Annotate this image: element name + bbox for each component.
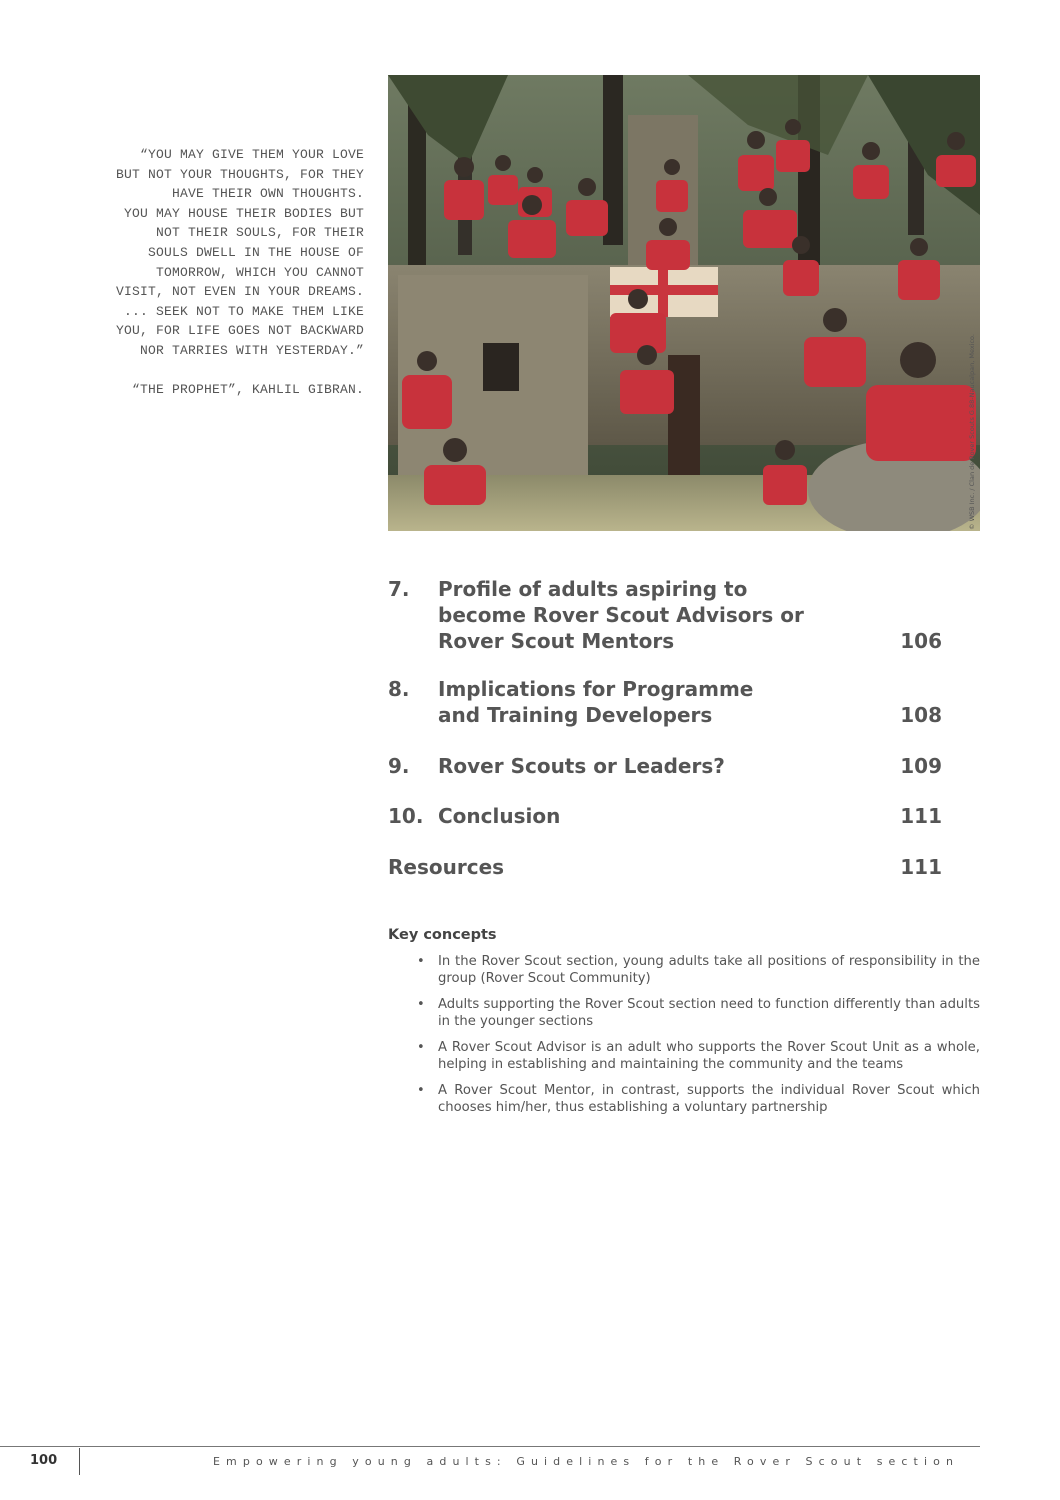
page-number: 100 [30,1453,58,1468]
quote-line: YOU, FOR LIFE GOES NOT BACKWARD [115,323,364,339]
quote-line: BUT NOT YOUR THOUGHTS, FOR THEY [115,166,364,182]
toc-entry-8[interactable] [388,676,948,728]
bullet-icon: • [417,1040,425,1055]
list-item [388,996,980,1030]
quote-line: TOMORROW, WHICH YOU CANNOT [155,264,364,280]
footer-separator [79,1448,80,1475]
rover-scouts-group-photo [388,75,980,531]
toc-title-line: Resources [388,855,505,879]
list-item [388,1082,980,1116]
list-item-text: In the Rover Scout section, young adults take all positions of responsibility in the group (Rover Scout Community) [438,954,980,986]
toc-entry-10[interactable] [388,803,948,829]
photo-credit [962,510,1060,530]
bullet-icon: • [417,997,425,1012]
toc-page-number: 109 [900,754,942,778]
toc-title-line: Conclusion [438,804,561,828]
key-concepts-list [388,953,980,1116]
quote-attribution: “THE PROPHET”, KAHLIL GIBRAN. [131,381,364,397]
epigraph-quote [60,145,364,399]
toc-number: 9. [388,754,410,778]
toc-page-number: 108 [900,703,942,727]
list-item [388,1039,980,1073]
quote-line: VISIT, NOT EVEN IN YOUR DREAMS. [115,284,364,300]
toc-entry-7[interactable] [388,576,948,654]
toc-number: 8. [388,677,410,701]
quote-line: YOU MAY HOUSE THEIR BODIES BUT [123,205,364,221]
list-item-text: A Rover Scout Advisor is an adult who supports the Rover Scout Unit as a whole, helping in establishing and maintaining the community and the teams [438,1040,980,1072]
toc-title-line: and Training Developers [438,703,713,727]
toc-page-number: 111 [900,855,942,879]
bullet-icon: • [417,1083,425,1098]
quote-line: NOT THEIR SOULS, FOR THEIR [155,225,364,241]
key-concepts [388,927,980,1125]
quote-line: HAVE THEIR OWN THOUGHTS. [171,186,364,202]
toc-entry-9[interactable] [388,753,948,779]
quote-line: “YOU MAY GIVE THEM YOUR LOVE [139,147,364,162]
footer-rule [0,1446,980,1447]
quote-line: ... SEEK NOT TO MAKE THEM LIKE [123,303,364,319]
quote-line: SOULS DWELL IN THE HOUSE OF [147,244,364,260]
toc-title-line: Implications for Programme [438,677,754,701]
list-item-text: Adults supporting the Rover Scout section need to function differently than adults in the younger sections [438,997,980,1029]
toc-title-line: Profile of adults aspiring to [438,577,748,601]
list-item-text: A Rover Scout Mentor, in contrast, supports the individual Rover Scout which chooses him/her, thus establishing a voluntary partnership [438,1083,980,1115]
toc-title-line: Rover Scouts or Leaders? [438,754,725,778]
list-item [388,953,980,987]
quote-line: NOR TARRIES WITH YESTERDAY.” [139,342,364,358]
toc-title-line: become Rover Scout Advisors or [438,603,804,627]
toc-page-number: 111 [900,804,942,828]
toc-page-number: 106 [900,629,942,653]
table-of-contents [388,576,948,880]
key-concepts-heading: Key concepts [388,927,497,943]
toc-entry-resources[interactable] [388,854,948,880]
toc-number: 10. [388,804,424,828]
bullet-icon: • [417,954,425,969]
photo-illustration [388,75,980,531]
toc-title-line: Rover Scout Mentors [438,629,675,653]
running-footer-title: Empowering young adults: Guidelines for the Rover Scout section [213,1455,960,1468]
toc-number: 7. [388,577,410,601]
